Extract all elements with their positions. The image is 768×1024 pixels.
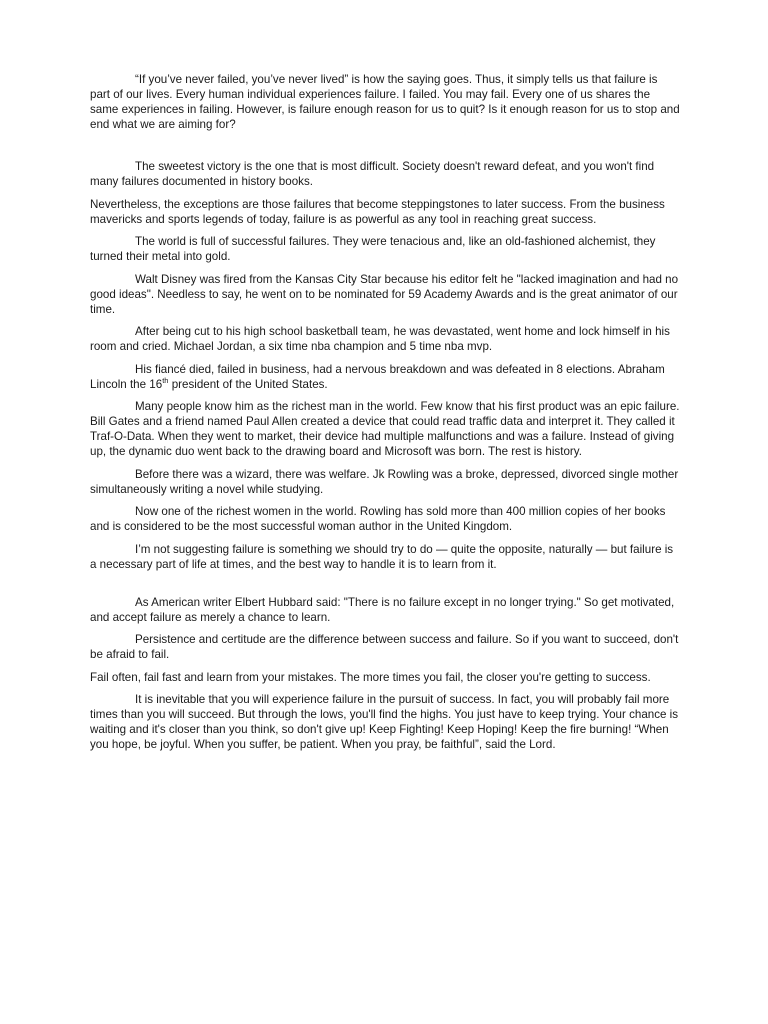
paragraph-fail-often: Fail often, fail fast and learn from your mistakes. The more times you fail, the closer you're getting to success. <box>90 670 651 684</box>
document-page <box>90 72 680 760</box>
paragraph-conclusion: It is inevitable that you will experience failure in the pursuit of success. In fact, you will probably fail more times than you will succeed. But through the lows, you'll find the highs. You just have to keep trying. Your chance is waiting and it's closer than you think, so don't give up! Keep Fighting! Keep Hoping! Keep the fire burning! “When you hope, be joyful. When you suffer, be patient. When you pray, be faithful”, said the Lord. <box>90 693 679 751</box>
paragraph-michael-jordan: After being cut to his high school basketball team, he was devastated, went home and lock himself in his room and cried. Michael Jordan, a six time nba champion and 5 time nba mvp. <box>90 325 670 353</box>
paragraph-rowling-success: Now one of the richest women in the world. Rowling has sold more than 400 million copies of her books and is considered to be the most successful woman author in the United Kingdom. <box>90 505 666 533</box>
paragraph-elbert-hubbard: As American writer Elbert Hubbard said: "There is no failure except in no longer trying." So get motivated, and accept failure as merely a chance to learn. <box>90 595 675 624</box>
ordinal-superscript: th <box>162 375 169 385</box>
paragraph-bill-gates: Many people know him as the richest man in the world. Few know that his first product was an epic failure. Bill Gates and a friend named Paul Allen created a device that could read traffic data and interpret it. They called it Traf-O-Data. When they went to market, their device had multiple malfunctions and was a failure. Instead of giving up, the dynamic duo went back to the drawing board and Microsoft was born. The rest is history. <box>90 400 680 458</box>
paragraph-abraham-lincoln <box>90 362 680 392</box>
paragraph-persistence: Persistence and certitude are the difference between success and failure. So if you want to succeed, don't be afraid to fail. <box>90 633 679 661</box>
paragraph-successful-failures: The world is full of successful failures. They were tenacious and, like an old-fashioned alchemist, they turned their metal into gold. <box>90 235 656 263</box>
paragraph-intro: “If you’ve never failed, you’ve never lived” is how the saying goes. Thus, it simply tells us that failure is part of our lives. Every human individual experiences failure. I failed. You may fail. Every one of us shares the same experiences in failing. However, is failure enough reason for us to quit? Is it enough reason for us to stop and end what we are aiming for? <box>90 73 680 131</box>
paragraph-exceptions: Nevertheless, the exceptions are those failures that become steppingstones to later success. From the business mavericks and sports legends of today, failure is as powerful as any tool in reaching great success. <box>90 197 665 226</box>
lincoln-text-after: president of the United States. <box>168 377 328 391</box>
paragraph-sweetest-victory: The sweetest victory is the one that is most difficult. Society doesn't reward defeat, and you won't find many failures documented in history books. <box>90 160 655 188</box>
paragraph-not-suggesting: I’m not suggesting failure is something we should try to do — quite the opposite, naturally — but failure is a necessary part of life at times, and the best way to handle it is to learn from it. <box>90 542 674 571</box>
paragraph-rowling-welfare: Before there was a wizard, there was welfare. Jk Rowling was a broke, depressed, divorced single mother simultaneously writing a novel while studying. <box>90 467 679 496</box>
paragraph-walt-disney: Walt Disney was fired from the Kansas City Star because his editor felt he "lacked imagination and had no good ideas". Needless to say, he went on to be nominated for 59 Academy Awards and is the great animator of our time. <box>90 272 679 316</box>
lincoln-text-before: His fiancé died, failed in business, had a nervous breakdown and was defeated in 8 elections. Abraham Lincoln the 16 <box>90 362 665 391</box>
